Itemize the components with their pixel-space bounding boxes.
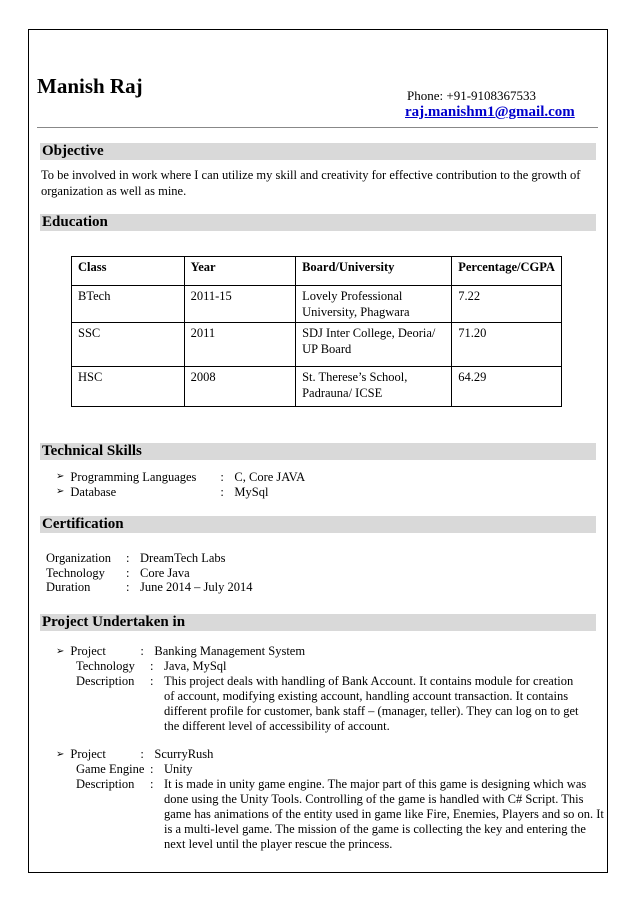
table-cell: Lovely Professional University, Phagwara [296,286,452,323]
table-cell: St. Therese’s School, Padrauna/ ICSE [296,367,452,407]
cert-label: Duration [46,580,91,594]
project-name: Banking Management System [154,644,306,658]
separator: : [140,644,144,658]
list-item [46,551,253,566]
desc-label: Description [76,674,135,688]
project-label: Project [70,644,106,658]
project-item [56,747,605,852]
separator: : [140,747,144,761]
project-item [56,644,605,734]
skill-value: C, Core JAVA [234,470,306,484]
table-row [72,286,562,323]
cert-value: Core Java [140,565,190,580]
table-row [72,367,562,407]
separator: : [126,551,130,565]
list-item [56,485,305,500]
list-item [56,470,305,485]
table-cell: 2011 [184,323,295,367]
skills-list [56,470,305,499]
separator: : [220,484,224,499]
section-education-heading: Education [40,214,596,231]
column-header-board: Board/University [296,257,452,286]
cert-value: June 2014 – July 2014 [140,580,253,594]
separator: : [150,674,154,688]
table-cell: 2008 [184,367,295,407]
table-header-row [72,257,562,286]
arrow-bullet-icon: ➢ [56,749,65,760]
cert-label: Technology [46,565,105,580]
column-header-year: Year [184,257,295,286]
separator: : [220,470,224,484]
arrow-bullet-icon: ➢ [56,471,65,482]
section-objective-heading: Objective [40,143,596,160]
table-cell: 7.22 [452,286,562,323]
cert-value: DreamTech Labs [140,551,226,565]
desc-value: This project deals with handling of Bank Account. It contains module for creation of account, modifying existing account, handling account transaction. It contains different profile for customer, bank staff – (manager, teller). They can log on to get the different level of accessibility of account. [164,674,579,733]
table-row [72,323,562,367]
project-tech-row [60,659,605,674]
skill-label: Database [70,484,117,499]
tech-value: Unity [164,762,193,776]
desc-label: Description [76,777,135,791]
education-table [71,256,562,407]
skill-value: MySql [234,484,269,499]
email-link[interactable]: raj.manishm1@gmail.com [405,104,575,120]
section-skills-heading: Technical Skills [40,443,596,460]
list-item [46,580,253,595]
table-cell: HSC [72,367,185,407]
column-header-percentage: Percentage/CGPA [452,257,562,286]
table-cell: SSC [72,323,185,367]
table-cell: SDJ Inter College, Deoria/ UP Board [296,323,452,367]
project-name-row [56,747,605,762]
separator: : [126,580,130,594]
candidate-name: Manish Raj [37,74,143,98]
section-projects-heading: Project Undertaken in [40,614,596,631]
phone-number: Phone: +91-9108367533 [407,88,537,103]
table-cell: 64.29 [452,367,562,407]
separator: : [150,777,154,791]
desc-value: It is made in unity game engine. The major part of this game is designing which was done using the Unity Tools. Controlling of the game is handled with C# Script. This game has animations of the entity used in game like Fire, Enemies, Players and so on. It is a multi-level game. The mission of the game is collecting the key and entering the next level until the player rescue the princess. [164,777,604,851]
arrow-bullet-icon: ➢ [56,646,65,657]
separator: : [126,565,130,580]
table-cell: 71.20 [452,323,562,367]
tech-label: Game Engine [76,762,145,776]
project-name: ScurryRush [154,747,214,761]
cert-label: Organization [46,551,112,565]
project-tech-row [60,762,605,777]
objective-text: To be involved in work where I can utilize my skill and creativity for effective contribution to the growth of organization as well as mine. [41,168,581,198]
project-desc-row [60,777,605,852]
certification-details [46,551,253,595]
tech-value: Java, MySql [164,659,227,673]
section-certification-heading: Certification [40,516,596,533]
column-header-class: Class [72,257,185,286]
table-cell: 2011-15 [184,286,295,323]
separator: : [150,762,154,776]
list-item [46,566,253,581]
separator: : [150,659,154,673]
project-name-row [56,644,605,659]
tech-label: Technology [76,659,135,673]
table-cell: BTech [72,286,185,323]
project-desc-row [60,674,605,734]
header-divider [37,127,598,128]
arrow-bullet-icon: ➢ [56,485,65,497]
project-label: Project [70,747,106,761]
skill-label: Programming Languages [70,470,197,484]
